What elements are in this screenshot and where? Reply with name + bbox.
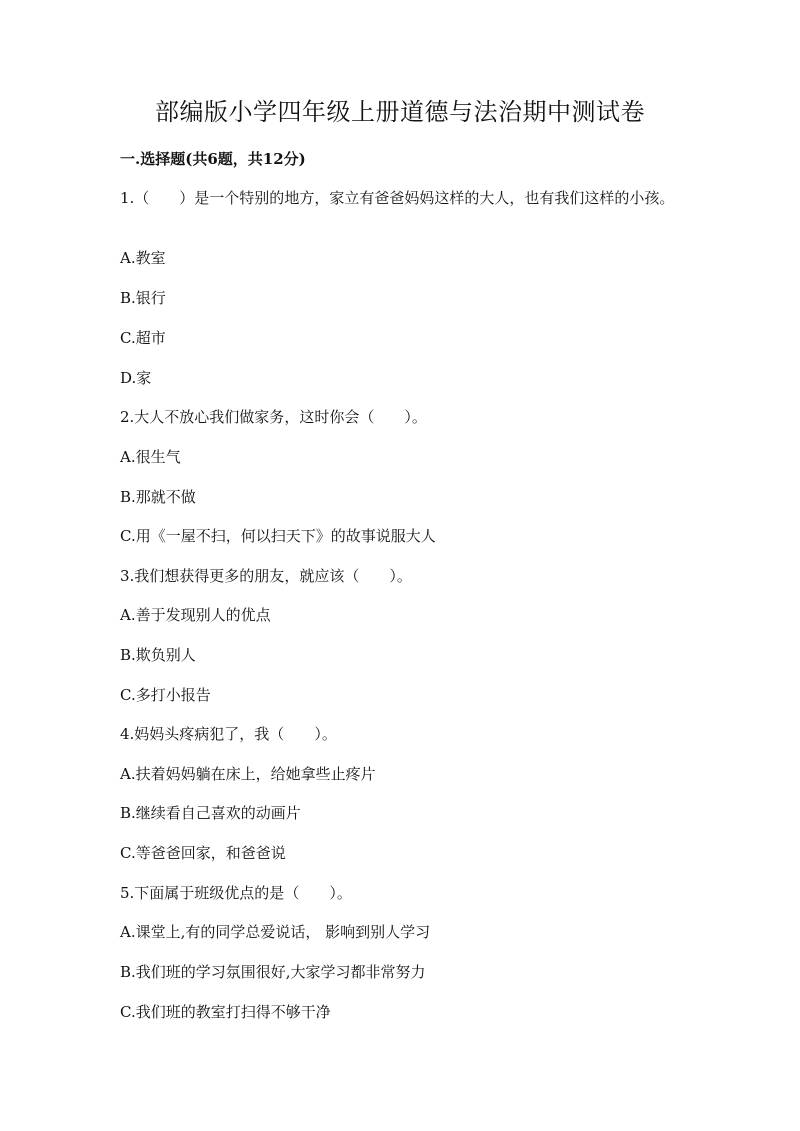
exam-title: 部编版小学四年级上册道德与法治期中测试卷: [155, 98, 645, 126]
question-1-option-a: A.教室: [120, 249, 166, 267]
question-3-option-b: B.欺负别人: [120, 646, 196, 664]
question-3-option-a: A.善于发现别人的优点: [120, 606, 271, 624]
question-2-option-b: B.那就不做: [120, 488, 196, 506]
question-2-option-a: A.很生气: [120, 448, 181, 466]
question-4-option-b: B.继续看自己喜欢的动画片: [120, 804, 301, 822]
question-4-option-a: A.扶着妈妈躺在床上，给她拿些止疼片: [120, 765, 376, 783]
question-2-option-c: C.用《一屋不扫，何以扫天下》的故事说服大人: [120, 527, 436, 545]
question-3-option-c: C.多打小报告: [120, 686, 211, 704]
question-5-stem: 5.下面属于班级优点的是（ ）。: [120, 884, 352, 902]
question-1-option-b: B.银行: [120, 289, 166, 307]
question-4-option-c: C.等爸爸回家，和爸爸说: [120, 844, 286, 862]
question-1-option-c: C.超市: [120, 329, 166, 347]
question-3-stem: 3.我们想获得更多的朋友，就应该（ ）。: [120, 567, 412, 585]
question-2-stem: 2.大人不放心我们做家务，这时你会（ ）。: [120, 408, 427, 426]
section-header: 一.选择题(共6题，共12分): [120, 150, 306, 168]
question-4-stem: 4.妈妈头疼病犯了，我（ ）。: [120, 725, 337, 743]
question-5-option-b: B.我们班的学习氛围很好,大家学习都非常努力: [120, 963, 426, 981]
question-5-option-c: C.我们班的教室打扫得不够干净: [120, 1003, 331, 1021]
question-5-option-a: A.课堂上,有的同学总爱说话， 影响到别人学习: [120, 923, 431, 941]
question-1-stem: 1.（ ）是一个特别的地方，家立有爸爸妈妈这样的大人，也有我们这样的小孩。: [120, 189, 675, 207]
question-1-option-d: D.家: [120, 369, 152, 387]
